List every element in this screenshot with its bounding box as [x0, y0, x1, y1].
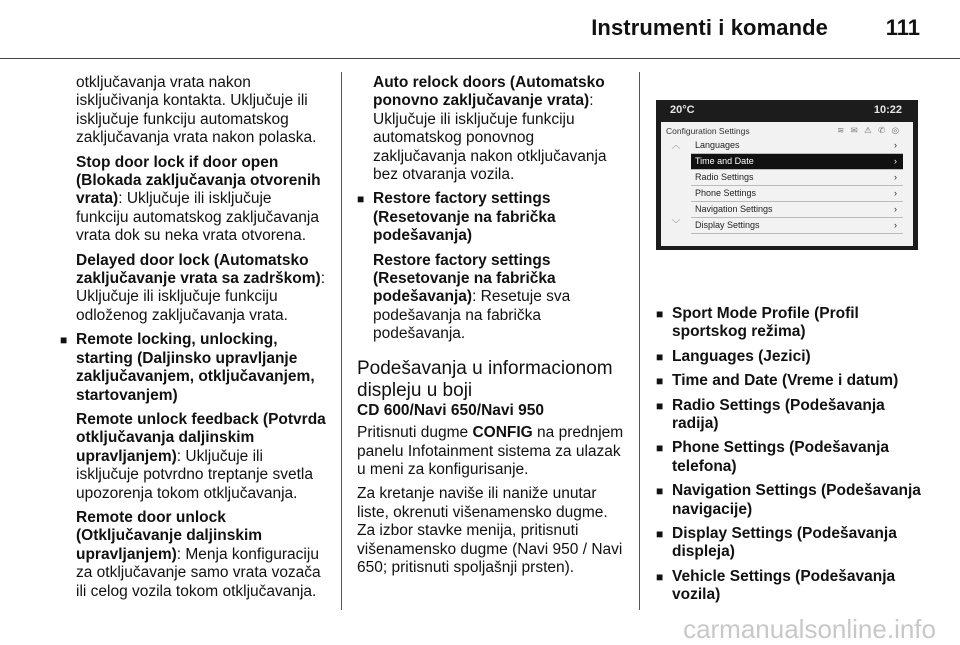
- chevron-right-icon: ›: [894, 172, 897, 182]
- paragraph: Restore factory settings (Resetovanje na fabrička podešavanja): Resetuje sva podešavanja na fabrička podešavanja.: [373, 251, 571, 343]
- paragraph: Auto relock doors (Automatsko ponovno zaključavanje vrata): Uključuje ili isključuje funkciju automatskog ponovnog zaključavanja nakon otključavanja bez otvaranja vozila.: [373, 74, 607, 184]
- menu-item-radio-settings: Radio Settings ›: [691, 170, 903, 186]
- list-item: ■ Restore factory settings (Resetovanje na fabrička podešavanja): [357, 190, 556, 245]
- list-item: ■ Sport Mode Profile (Profil sportskog režima): [656, 305, 859, 341]
- scroll-down-icon: ﹀: [671, 219, 681, 229]
- column-divider-2: [639, 72, 640, 610]
- list-item: ■ Phone Settings (Podešavanja telefona): [656, 439, 890, 475]
- list-item: ■ Navigation Settings (Podešavanja navigacije): [656, 482, 921, 518]
- clock-readout: 10:22: [873, 104, 902, 116]
- chevron-right-icon: ›: [894, 156, 897, 166]
- bullet-icon: ■: [656, 527, 664, 542]
- menu-item-time-and-date: Time and Date ›: [691, 154, 903, 170]
- screen-topbar: [656, 100, 918, 122]
- scroll-up-icon: ︿: [671, 140, 681, 150]
- column-2: [357, 74, 625, 583]
- bullet-icon: ■: [656, 307, 664, 321]
- bullet-icon: ■: [656, 441, 664, 456]
- paragraph: Delayed door lock (Automatsko zaključavanje vrata sa zadrškom): Uključuje ili isključuje funkciju odloženog zaključavanja vrata.: [76, 251, 325, 324]
- bullet-icon: ■: [656, 569, 664, 584]
- status-icons: ≋ ✉ ⚠ ✆ ◎: [837, 125, 901, 135]
- list-item: ■ Remote locking, unlocking, starting (Daljinsko upravljanje zaključavanjem, otključavanjem, startovanjem): [60, 331, 315, 404]
- config-panel: [661, 122, 913, 246]
- chevron-right-icon: ›: [894, 188, 897, 198]
- chevron-right-icon: ›: [894, 204, 897, 214]
- menu-item-navigation-settings: Navigation Settings ›: [691, 202, 903, 218]
- watermark: carmanualsonline.info: [683, 614, 936, 644]
- panel-title: Configuration Settings: [666, 126, 750, 136]
- list-item: ■ Display Settings (Podešavanja displeja): [656, 525, 897, 561]
- paragraph: Pritisnuti dugme CONFIG na prednjem panelu Infotainment sistema za ulazak u meni za konfigurisanje.: [357, 424, 624, 478]
- paragraph: Stop door lock if door open (Blokada zaključavanja otvorenih vrata): Uključuje ili isključuje funkciju automatskog zaključavanja vrata dok su neka vrata otvorena.: [76, 153, 321, 245]
- config-menu: [691, 138, 903, 234]
- bullet-icon: ■: [357, 192, 365, 207]
- section-heading: Podešavanja u informacionom displeju u boji: [357, 357, 613, 401]
- list-item: ■ Vehicle Settings (Podešavanja vozila): [656, 567, 896, 604]
- list-item: ■ Languages (Jezici): [656, 347, 811, 365]
- chevron-right-icon: ›: [894, 140, 897, 150]
- chevron-right-icon: ›: [894, 220, 897, 230]
- paragraph: Za kretanje naviše ili naniže unutar liste, okrenuti višenamensko dugme. Za izbor stavke menija, pritisnuti višenamensko dugme (Navi 950 / Navi 650; pritisnuti spoljašnji prsten).: [357, 485, 623, 576]
- header-rule: [0, 58, 960, 59]
- column-3: [656, 305, 924, 611]
- bullet-icon: ■: [656, 398, 664, 413]
- paragraph: Remote door unlock (Otključavanje daljinskim upravljanjem): Menja konfiguraciju za otključavanje samo vrata vozača ili celog vozila tokom otključavanja.: [76, 508, 321, 600]
- bullet-icon: ■: [656, 349, 664, 364]
- paragraph: otključavanja vrata nakon isključivanja kontakta. Uključuje ili isključuje funkciju automatskog zaključavanja vrata nakon polaska.: [76, 74, 317, 147]
- menu-item-phone-settings: Phone Settings ›: [691, 186, 903, 202]
- infotainment-screen-image: [656, 100, 918, 250]
- bullet-icon: ■: [60, 333, 68, 348]
- scroll-indicator: [669, 138, 683, 230]
- column-divider-1: [341, 72, 342, 610]
- bullet-icon: ■: [656, 374, 664, 389]
- menu-item-display-settings: Display Settings ›: [691, 218, 903, 234]
- temperature-readout: 20°C: [670, 104, 695, 116]
- list-item: ■ Time and Date (Vreme i datum): [656, 372, 899, 390]
- list-item: ■ Radio Settings (Podešavanja radija): [656, 396, 885, 433]
- header-title: Instrumenti i komande: [591, 15, 828, 40]
- page-number: 111: [885, 15, 920, 40]
- section-subheading: CD 600/Navi 650/Navi 950: [357, 401, 544, 419]
- column-1: [60, 74, 328, 607]
- menu-item-languages: Languages ›: [691, 138, 903, 154]
- paragraph: Remote unlock feedback (Potvrda otključavanja daljinskim upravljanjem): Uključuje ili isključuje potvrdno treptanje svetla upozorenja tokom otključavanja.: [76, 410, 326, 502]
- bullet-icon: ■: [656, 484, 664, 499]
